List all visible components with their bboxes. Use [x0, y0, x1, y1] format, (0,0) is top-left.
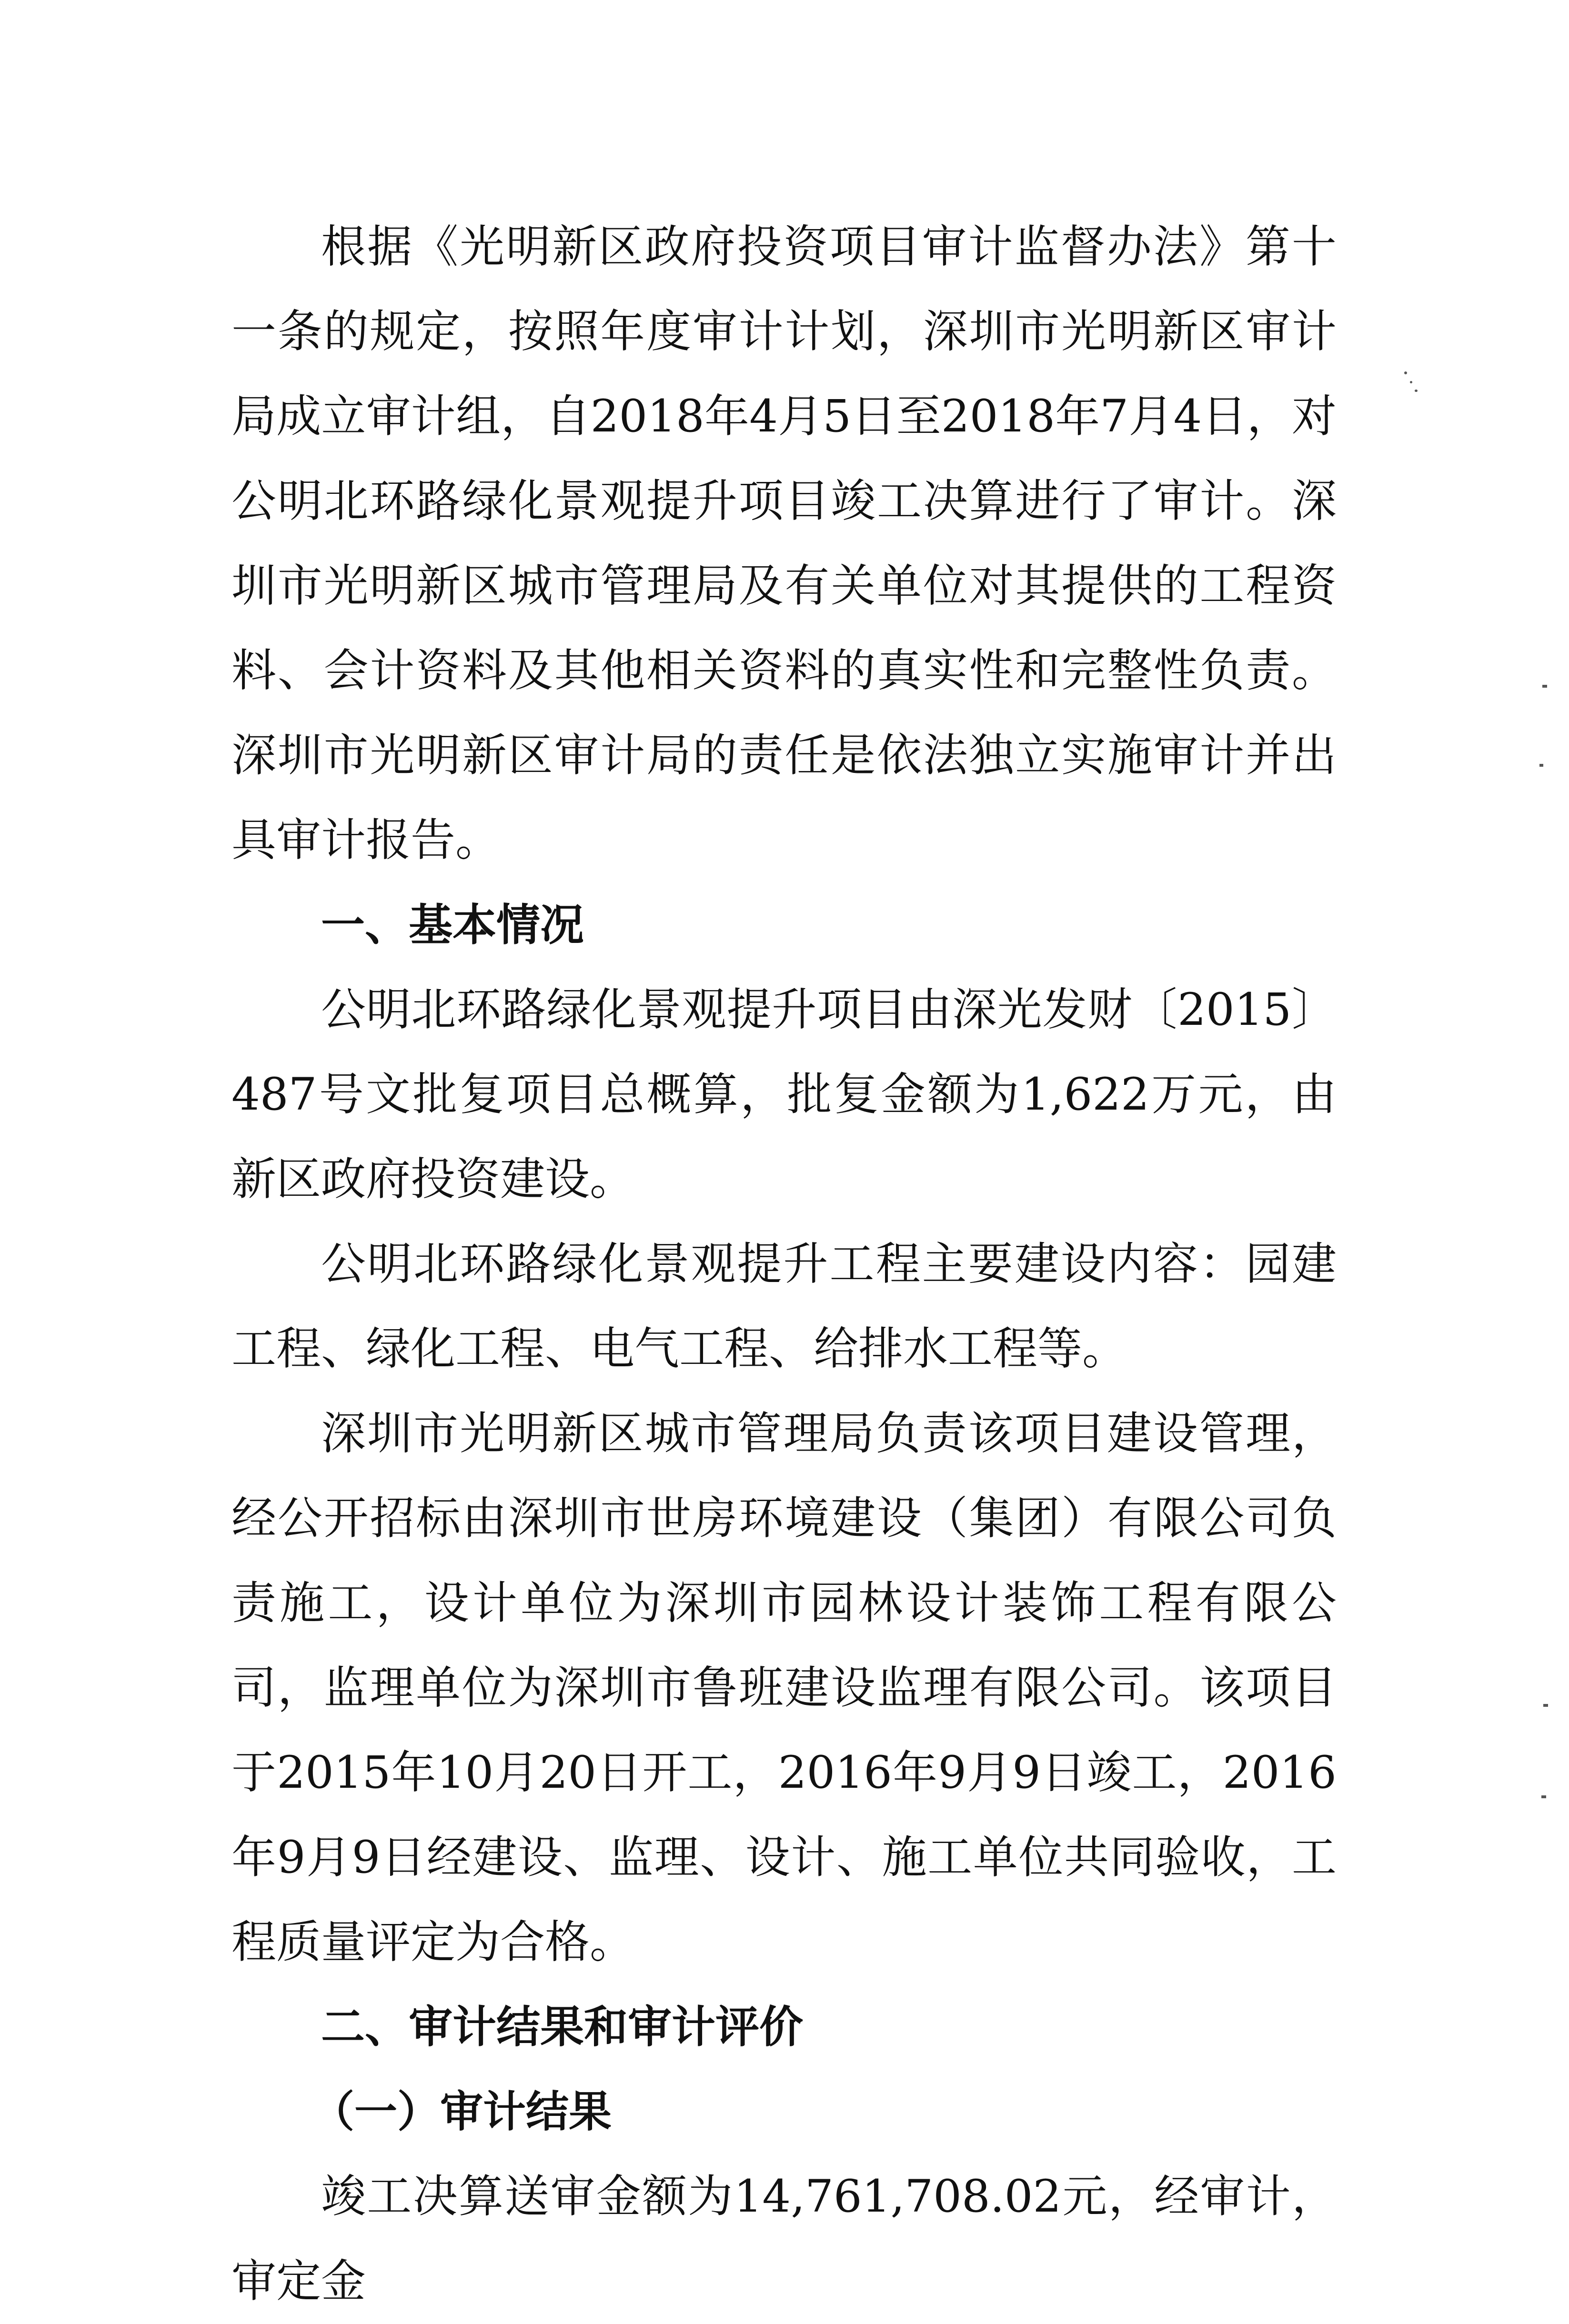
section-heading-basic-info: 一、基本情况	[321, 900, 584, 951]
scan-speck	[1543, 1704, 1548, 1707]
scan-speck	[1542, 685, 1547, 688]
scan-speck	[1404, 371, 1407, 374]
settlement-paragraph: 竣工决算送审金额为14,761,708.02元，经审计，审定金	[231, 2171, 1337, 2307]
document-body	[231, 205, 1337, 2324]
approval-paragraph: 公明北环路绿化景观提升项目由深光发财〔2015〕487号文批复项目总概算，批复金额为1,622万元，由新区政府投资建设。	[231, 984, 1337, 1205]
scan-speck	[1410, 381, 1412, 383]
scan-speck	[1541, 1795, 1546, 1798]
intro-paragraph: 根据《光明新区政府投资项目审计监督办法》第十一条的规定，按照年度审计计划，深圳市光明新区审计局成立审计组，自2018年4月5日至2018年7月4日，对公明北环路绿化景观提升项目竣工决算进行了审计。深圳市光明新区城市管理局及有关单位对其提供的工程资料、会计资料及其他相关资料的真实性和完整性负责。深圳市光明新区审计局的责任是依法独立实施审计并出具审计报告。	[231, 221, 1337, 866]
management-paragraph: 深圳市光明新区城市管理局负责该项目建设管理，经公开招标由深圳市世房环境建设（集团）有限公司负责施工，设计单位为深圳市园林设计装饰工程有限公司，监理单位为深圳市鲁班建设监理有限公司。该项目于2015年10月20日开工，2016年9月9日竣工，2016年9月9日经建设、监理、设计、施工单位共同验收，工程质量评定为合格。	[231, 1408, 1337, 1968]
construction-content-paragraph: 公明北环路绿化景观提升工程主要建设内容：园建工程、绿化工程、电气工程、给排水工程等。	[231, 1238, 1337, 1375]
scan-speck	[1539, 764, 1543, 767]
section-heading-audit-results: 二、审计结果和审计评价	[321, 2002, 804, 2053]
subsection-heading-audit-result: （一）审计结果	[312, 2087, 612, 2137]
scan-speck	[1415, 390, 1418, 392]
